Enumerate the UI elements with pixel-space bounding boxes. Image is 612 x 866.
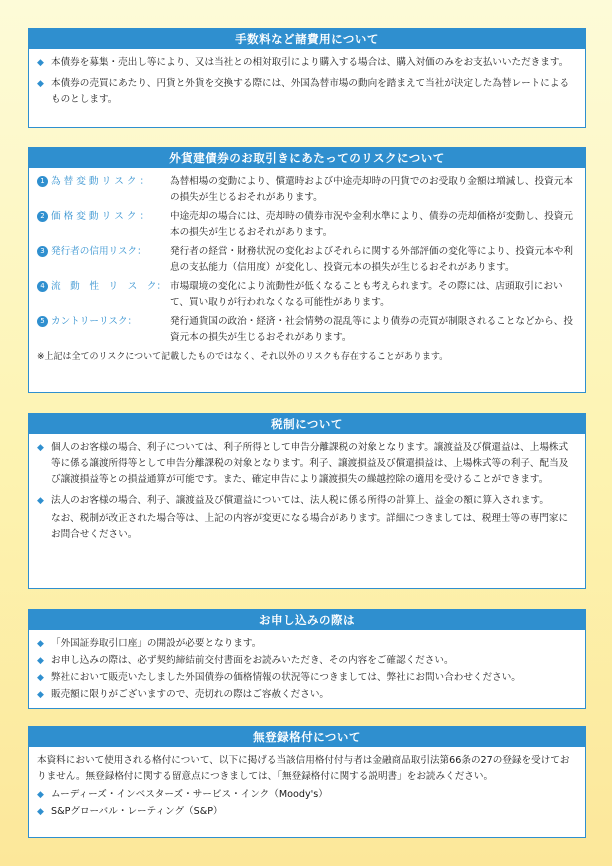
- risk-item: [37, 209, 577, 241]
- list-item: ◆ 本債券を募集・売出し等により、又は当社との相対取引により購入する場合は、購入対価のみをお支払いいただきます。: [37, 55, 577, 71]
- risk-text: 発行者の経営・財務状況の変化およびそれらに関する外部評価の変化等により、投資元本や利息の支払能力（信用度）が変化し、投資元本の損失が生じるおそれがあります。: [170, 246, 573, 273]
- list-item: ◆ 法人のお客様の場合、利子、譲渡益及び償還益については、法人税に係る所得の計算上、益金の額に算入されます。: [37, 493, 577, 509]
- risks-section: [28, 147, 586, 393]
- diamond-bullet-icon: ◆: [37, 790, 44, 800]
- diamond-bullet-icon: ◆: [37, 656, 44, 666]
- application-section: [28, 609, 586, 709]
- diamond-bullet-icon: ◆: [37, 639, 44, 649]
- diamond-bullet-icon: ◆: [37, 496, 44, 506]
- diamond-bullet-icon: ◆: [37, 443, 44, 453]
- risks-title: 外貨建債券のお取引きにあたってのリスクについて: [29, 148, 585, 168]
- rating-section: [28, 726, 586, 838]
- diamond-bullet-icon: ◆: [37, 673, 44, 683]
- diamond-bullet-icon: ◆: [37, 807, 44, 817]
- number-badge: 1: [37, 176, 48, 187]
- risk-text: 中途売却の場合には、売却時の債券市況や金利水準により、債券の売却価格が変動し、投資元本の損失が生じるおそれがあります。: [170, 211, 573, 238]
- tax-title: 税制について: [29, 414, 585, 434]
- list-item: ◆ 弊社において販売いたしました外国債券の価格情報の状況等につきましては、弊社にお問い合わせください。: [37, 670, 577, 686]
- list-item: ◆ 本債券の売買にあたり、円貨と外貨を交換する際には、外国為替市場の動向を踏まえて当社が決定した為替レートによるものとします。: [37, 76, 577, 108]
- diamond-bullet-icon: ◆: [37, 79, 44, 89]
- fees-title: 手数料など諸費用について: [29, 29, 585, 49]
- application-title: お申し込みの際は: [29, 610, 585, 630]
- risk-item: [37, 174, 577, 206]
- list-item: ◆ 販売額に限りがございますので、売切れの際はご容赦ください。: [37, 687, 577, 703]
- risk-label: 価 格 変 動 リ ス ク ：: [51, 211, 150, 222]
- number-badge: 2: [37, 211, 48, 222]
- number-badge: 4: [37, 281, 48, 292]
- list-item: ◆ 個人のお客様の場合、利子については、利子所得として申告分離課税の対象となります。譲渡益及び償還益は、上場株式等に係る譲渡所得等として申告分離課税の対象となります。利子、譲渡損益及び償還損益は、上場株式等の利子、配当及び譲渡損益等との損益通算が可能です。また、確定申告により譲渡損失の繰越控除の適用を受けることができます。: [37, 440, 577, 488]
- risk-text: 市場環境の変化により流動性が低くなることも考えられます。その際には、店頭取引において、買い取りが行われなくなる可能性があります。: [170, 281, 563, 308]
- diamond-bullet-icon: ◆: [37, 58, 44, 68]
- number-badge: 5: [37, 316, 48, 327]
- risk-item: [37, 279, 577, 311]
- list-item: ◆ S&Pグローバル・レーティング（S&P）: [37, 804, 577, 820]
- list-item: ◆ お申し込みの際は、必ず契約締結前交付書面をお読みいただき、その内容をご確認ください。: [37, 653, 577, 669]
- number-badge: 3: [37, 246, 48, 257]
- diamond-bullet-icon: ◆: [37, 690, 44, 700]
- risk-label: 流 動 性 リ ス ク：: [51, 281, 167, 292]
- risk-label: 為 替 変 動 リ ス ク ：: [51, 176, 150, 187]
- fees-section: [28, 28, 586, 128]
- list-item: ◆ 「外国証券取引口座」の開設が必要となります。: [37, 636, 577, 652]
- rating-title: 無登録格付について: [29, 727, 585, 747]
- risk-label: カントリーリスク：: [51, 316, 138, 327]
- risk-item: [37, 314, 577, 346]
- risk-label: 発行者の信用リスク：: [51, 246, 147, 257]
- risk-item: [37, 244, 577, 276]
- list-item: ◆ ムーディーズ・インベスターズ・サービス・インク（Moody's）: [37, 787, 577, 803]
- tax-section: [28, 413, 586, 589]
- tax-note: なお、税制が改正された場合等は、上記の内容が変更になる場合があります。詳細につきましては、税理士等の専門家にお問合せください。: [51, 513, 569, 540]
- risk-text: 為替相場の変動により、償還時および中途売却時の円貨でのお受取り金額は増減し、投資元本の損失が生じるおそれがあります。: [170, 176, 573, 203]
- rating-intro: 本資料において使用される格付について、以下に掲げる当該信用格付付与者は金融商品取引法第66条の27の登録を受けておりません。無登録格付に関する留意点につきましては、「無登録格付に関する説明書」をお読みください。: [37, 755, 570, 782]
- risk-footnote: ※上記は全てのリスクについて記載したものではなく、それ以外のリスクも存在することがあります。: [37, 352, 449, 362]
- risk-text: 発行通貨国の政治・経済・社会情勢の混乱等により債券の売買が制限されることなどから、投資元本の損失が生じるおそれがあります。: [170, 316, 573, 343]
